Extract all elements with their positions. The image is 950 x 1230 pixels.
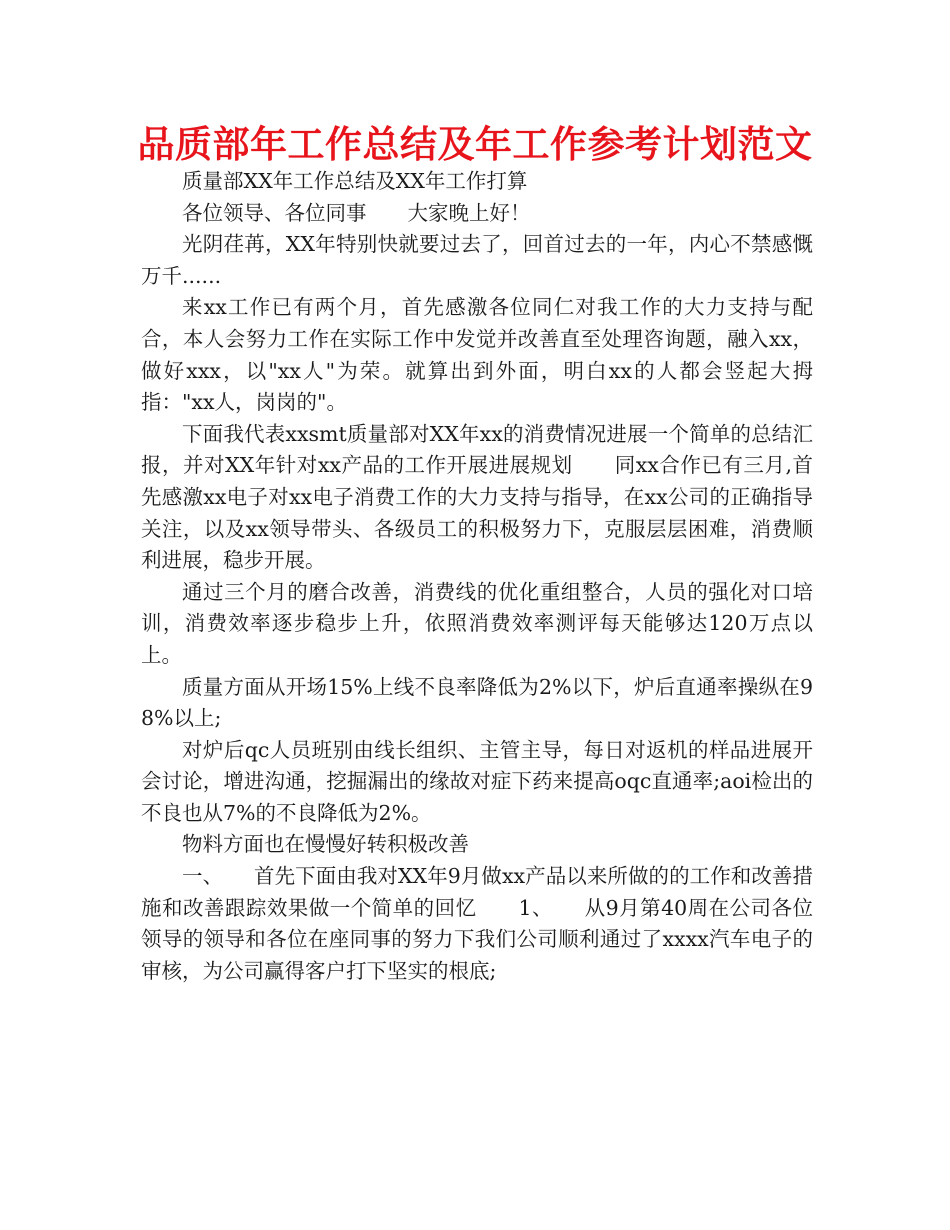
paragraph-subtitle: 质量部XX年工作总结及XX年工作打算	[182, 169, 528, 193]
document-title: 品质部年工作总结及年工作参考计划范文	[137, 123, 813, 166]
paragraph-report: 下面我代表xxsmt质量部对XX年xx的消费情况进展一个简单的总结汇报，并对XX年针对xx产品的工作开展进展规划 同xx合作已有三月,首先感激xx电子对xx电子消费工作的大力支持与指导，在xx公司的正确指导关注，以及xx领导带头、各级员工的积极努力下，克服层层困难，消费顺利进展，稳步开展。	[141, 421, 813, 573]
paragraph-greeting: 各位领导、各位同事 大家晚上好！	[182, 200, 531, 225]
paragraph-efficiency: 通过三个月的磨合改善，消费线的优化重组整合，人员的强化对口培训，消费效率逐步稳步上升，依照消费效率测评每天能够达120万点以上。	[141, 579, 813, 667]
paragraph-intro: 光阴荏苒，XX年特别快就要过去了，回首过去的一年，内心不禁感慨万千......	[141, 232, 813, 288]
paragraph-review: 一、 首先下面由我对XX年9月做xx产品以来所做的的工作和改善措施和改善跟踪效果做一个简单的回忆 1、 从9月第40周在公司各位领导的领导和各位在座同事的努力下我们公司顺利通过了xxxx汽车电子的审核，为公司赢得客户打下坚实的根底;	[141, 864, 813, 983]
paragraph-qc: 对炉后qc人员班别由线长组织、主管主导，每日对返机的样品进展开会讨论，增进沟通，挖掘漏出的缘故对症下药来提高oqc直通率;aoi检出的不良也从7%的不良降低为2%。	[141, 737, 813, 825]
paragraph-materials: 物料方面也在慢慢好转积极改善	[182, 832, 469, 857]
document-body	[141, 166, 813, 987]
paragraph-quality: 质量方面从开场15%上线不良率降低为2%以下，炉后直通率操纵在98%以上;	[141, 674, 813, 731]
paragraph-thanks: 来xx工作已有两个月，首先感激各位同仁对我工作的大力支持与配合，本人会努力工作在实际工作中发觉并改善直至处理咨询题，融入xx，做好xxx，以"xx人"为荣。就算出到外面，明白xx的人都会竖起大拇指："xx人，岗岗的"。	[141, 295, 813, 415]
